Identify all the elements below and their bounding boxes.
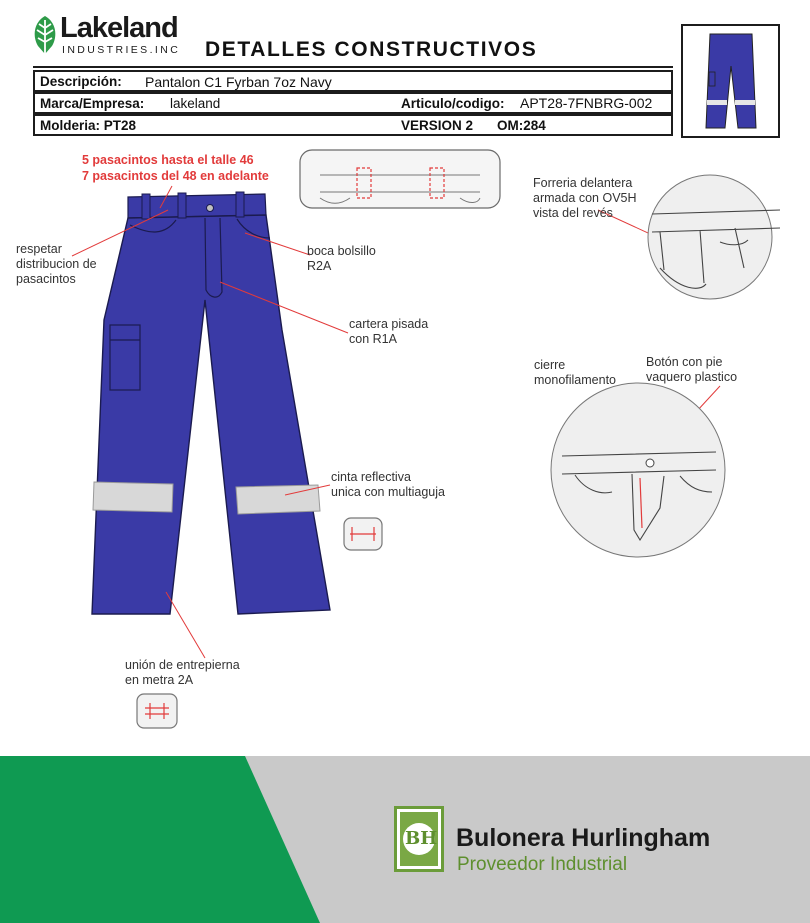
header-rule (33, 66, 673, 68)
brand-value: lakeland (170, 96, 221, 111)
fly-line-1: cartera pisada (349, 317, 429, 331)
fly-note (349, 317, 428, 347)
respect-line-2: distribucion de (16, 257, 97, 271)
pants-thumbnail (698, 32, 764, 132)
belt-loops-line-1: 5 pasacintos hasta el talle 46 (82, 153, 254, 167)
lining-line-3: vista del revés (533, 206, 613, 220)
button-note (646, 355, 737, 385)
zipper-line-1: cierre (534, 358, 566, 372)
article-value: APT28-7FNBRG-002 (520, 95, 653, 111)
respect-loops-note (16, 242, 97, 287)
respect-line-1: respetar (16, 242, 62, 256)
zipper-note (534, 358, 616, 388)
lining-note (533, 176, 637, 221)
pants-drawing (0, 140, 810, 750)
belt-loops-line-2: 7 pasacintos del 48 en adelante (82, 169, 269, 183)
logo-subtitle: INDUSTRIES.INC (62, 44, 181, 56)
mold-row (33, 114, 673, 136)
reflective-line-1: cinta reflectiva (331, 470, 411, 484)
fly-line-2: con R1A (349, 332, 397, 346)
version-label: VERSION 2 (401, 118, 474, 133)
description-value: Pantalon C1 Fyrban 7oz Navy (145, 74, 332, 90)
brand-row (33, 92, 673, 114)
respect-line-3: pasacintos (16, 272, 76, 286)
inseam-line-1: unión de entrepierna (125, 658, 240, 672)
thumbnail-box (681, 24, 780, 138)
mold-label: Molderia: PT28 (40, 118, 137, 133)
lining-line-1: Forreria delantera (533, 176, 633, 190)
brand-label: Marca/Empresa: (40, 96, 145, 111)
pocket-note (307, 244, 376, 274)
pocket-line-1: boca bolsillo (307, 244, 376, 258)
company-tagline: Proveedor Industrial (457, 854, 628, 875)
zipper-line-2: monofilamento (534, 373, 616, 387)
leaf-icon (30, 14, 60, 56)
document-title: DETALLES CONSTRUCTIVOS (205, 38, 538, 61)
company-name: Bulonera Hurlingham (456, 824, 711, 852)
reflective-note (331, 470, 445, 500)
article-label: Articulo/codigo: (401, 96, 505, 111)
inseam-note (125, 658, 240, 688)
bh-logo (394, 806, 444, 872)
pocket-line-2: R2A (307, 259, 332, 273)
reflective-line-2: unica con multiaguja (331, 485, 445, 499)
button-line-1: Botón con pie (646, 355, 723, 369)
description-row (33, 70, 673, 92)
belt-loops-note (82, 152, 269, 184)
om-label: OM:284 (497, 118, 546, 133)
footer (0, 756, 810, 923)
lining-line-2: armada con OV5H (533, 191, 637, 205)
lakeland-logo (30, 12, 190, 60)
description-label: Descripción: (40, 74, 122, 89)
inseam-line-2: en metra 2A (125, 673, 194, 687)
button-line-2: vaquero plastico (646, 370, 738, 384)
bh-initials: BH (405, 828, 438, 849)
logo-name: Lakeland (60, 12, 178, 44)
